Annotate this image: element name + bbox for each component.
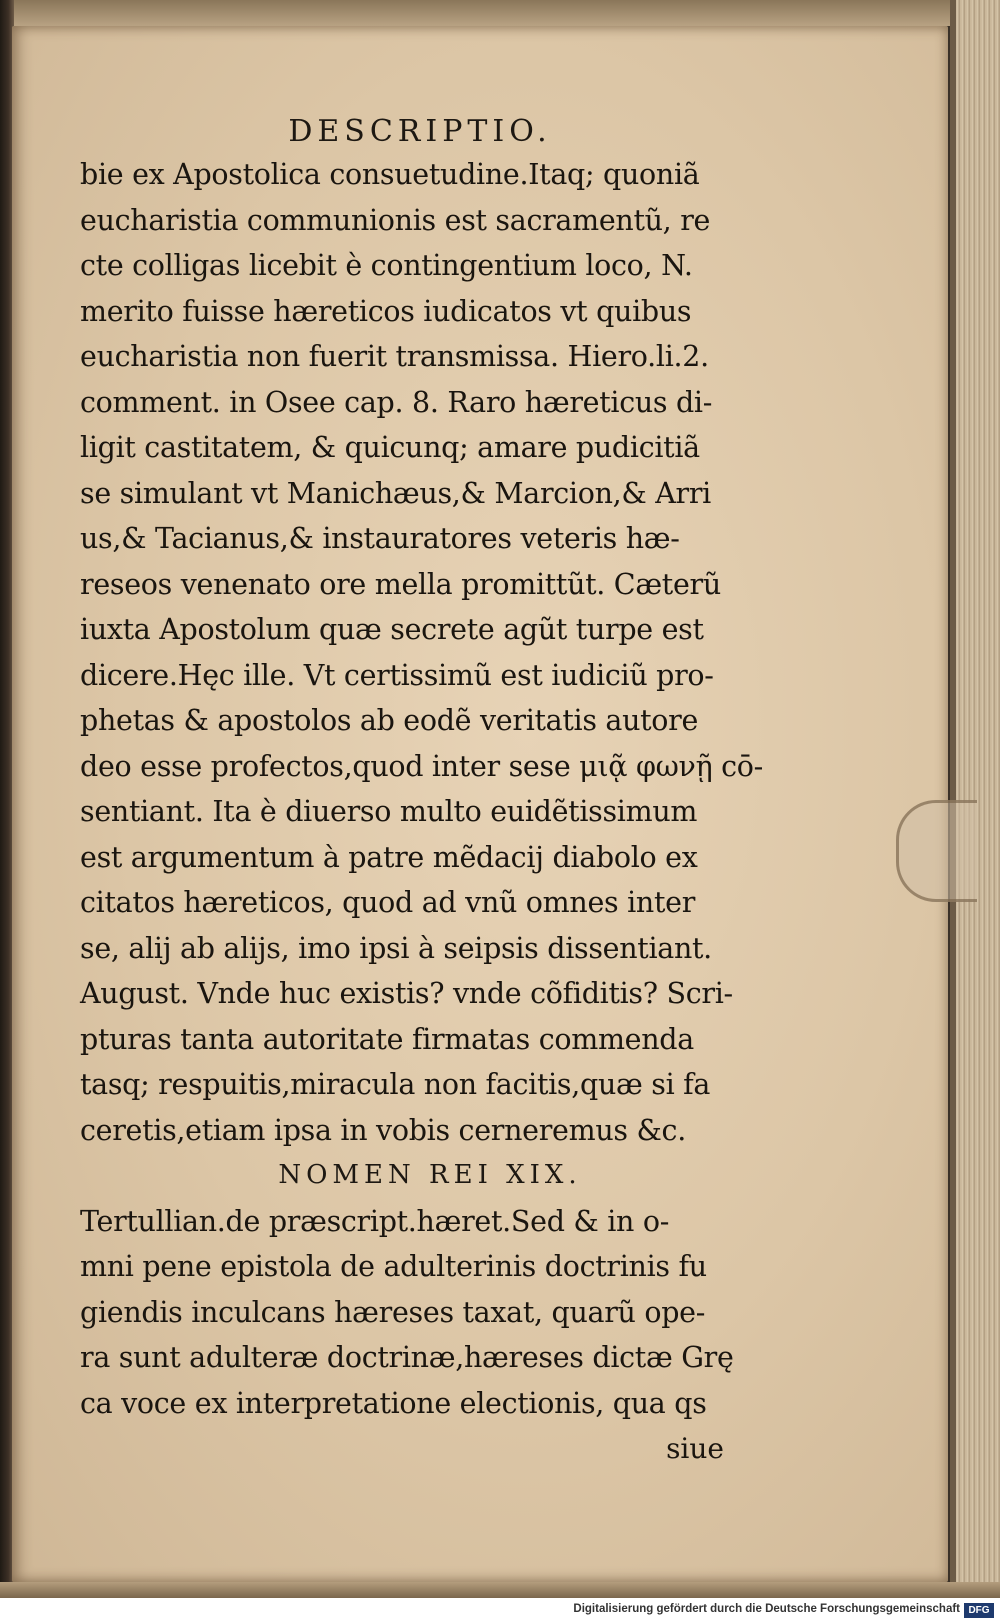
text-line: sentiant. Ita è diuerso multo euidẽtissimum <box>80 795 698 828</box>
text-line: mni pene epistola de adulterinis doctrinis fu <box>80 1250 707 1283</box>
book-top-edge <box>0 0 1000 26</box>
text-line: se simulant vt Manichæus,& Marcion,& Arri <box>80 476 711 510</box>
text-line: phetas & apostolos ab eodẽ veritatis autore <box>80 704 699 737</box>
catchword: siue <box>666 1432 724 1465</box>
text-line: deo esse profectos,quod inter sese μιᾷ φωνῇ cō- <box>80 749 763 783</box>
text-line: tasq; respuitis,miracula non facitis,quæ si fa <box>80 1068 711 1101</box>
section-heading: NOMEN REI XIX. <box>278 1160 582 1190</box>
text-line: pturas tanta autoritate firmatas commenda <box>80 1022 694 1056</box>
text-line: cte colligas licebit è contingentium loco, N. <box>80 249 693 282</box>
running-head: DESCRIPTIO. <box>288 114 552 149</box>
text-line: eucharistia communionis est sacramentũ, re <box>80 203 711 237</box>
book-bottom-edge <box>0 1582 1000 1598</box>
text-line: eucharistia non fuerit transmissa. Hiero.li.2. <box>80 340 709 373</box>
book-fore-edge <box>956 0 1000 1598</box>
text-line: merito fuisse hæreticos iudicatos vt quibus <box>80 294 692 328</box>
text-line: dicere.Hęc ille. Vt certissimũ est iudiciũ pro- <box>80 658 714 692</box>
book-page <box>12 26 948 1582</box>
text-line: us,& Tacianus,& instauratores veteris hæ- <box>80 522 680 555</box>
book-clasp <box>896 800 977 902</box>
footer-bar <box>0 1598 1000 1624</box>
text-line: ra sunt adulteræ doctrinæ,hæreses dictæ Grę <box>80 1341 734 1374</box>
text-line: ceretis,etiam ipsa in vobis cerneremus &c. <box>80 1113 686 1147</box>
body-text <box>80 152 763 1472</box>
text-line: ligit castitatem, & quicunq; amare pudicitiã <box>80 431 700 464</box>
text-line: est argumentum à patre mẽdacij diabolo ex <box>80 840 698 874</box>
text-line: se, alij ab alijs, imo ipsi à seipsis dissentiant. <box>80 931 712 965</box>
text-line: August. Vnde huc existis? vnde cõfiditis? Scri- <box>80 977 733 1010</box>
text-line: giendis inculcans hæreses taxat, quarũ ope- <box>80 1295 706 1329</box>
text-line: iuxta Apostolum quæ secrete agũt turpe est <box>80 613 704 646</box>
text-line: ca voce ex interpretatione electionis, qua qs <box>80 1386 707 1420</box>
funding-credit: Digitalisierung gefördert durch die Deutsche Forschungsgemeinschaft <box>573 1603 960 1615</box>
dfg-logo: DFG <box>964 1603 994 1618</box>
text-line: bie ex Apostolica consuetudine.Itaq; quoniã <box>80 158 700 191</box>
text-line: reseos venenato ore mella promittũt. Cæterũ <box>80 567 721 601</box>
text-line: comment. in Osee cap. 8. Raro hæreticus di- <box>80 385 713 419</box>
text-line: Tertullian.de præscript.hæret.Sed & in o- <box>80 1204 670 1238</box>
text-line: citatos hæreticos, quod ad vnũ omnes inter <box>80 886 696 919</box>
